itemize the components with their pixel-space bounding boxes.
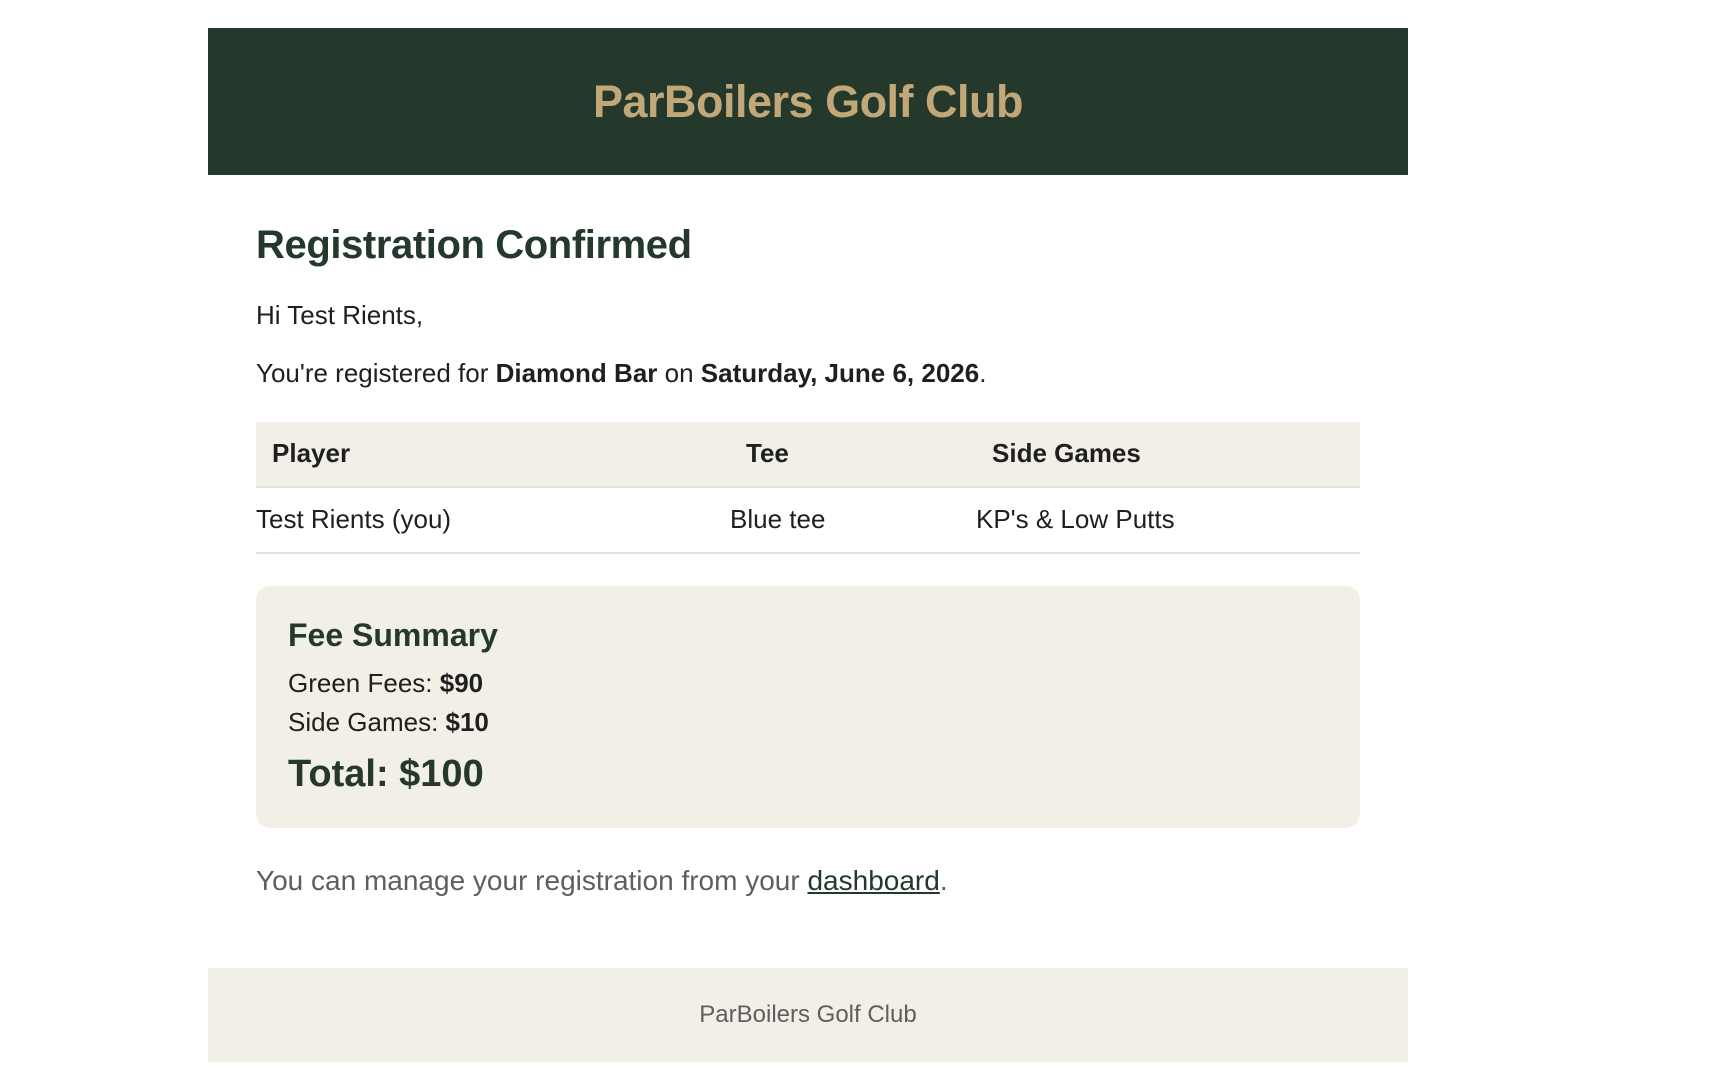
table-header-row xyxy=(256,422,1360,487)
manage-suffix: . xyxy=(939,864,948,896)
manage-registration-text xyxy=(256,863,1360,899)
green-fees-value: $90 xyxy=(439,667,484,698)
column-header-player: Player xyxy=(256,422,730,487)
green-fees-line xyxy=(288,664,1328,703)
cell-tee: Blue tee xyxy=(730,487,976,553)
email-header xyxy=(208,28,1408,175)
course-name: Diamond Bar xyxy=(495,357,658,388)
fee-summary-title: Fee Summary xyxy=(288,616,498,653)
page-title: Registration Confirmed xyxy=(256,223,692,267)
players-table xyxy=(256,422,1360,554)
cell-side-games: KP's & Low Putts xyxy=(976,487,1360,553)
on-word: on xyxy=(657,357,701,388)
email-footer xyxy=(208,968,1408,1062)
side-games-line xyxy=(288,703,1328,742)
email-content xyxy=(208,175,1408,899)
column-header-side-games: Side Games xyxy=(976,422,1360,487)
registration-summary xyxy=(256,357,1360,391)
email-container xyxy=(208,28,1408,1062)
manage-prefix: You can manage your registration from your xyxy=(256,864,808,896)
event-date: Saturday, June 6, 2026 xyxy=(700,357,980,388)
side-games-label: Side Games: xyxy=(288,706,446,737)
period: . xyxy=(979,357,987,388)
club-title: ParBoilers Golf Club xyxy=(592,75,1024,127)
column-header-tee: Tee xyxy=(730,422,976,487)
side-games-value: $10 xyxy=(445,706,489,737)
cell-player: Test Rients (you) xyxy=(256,487,730,553)
green-fees-label: Green Fees: xyxy=(288,667,440,698)
fee-summary-panel xyxy=(256,586,1360,828)
greeting-text: Hi Test Rients, xyxy=(256,300,424,330)
registered-prefix: You're registered for xyxy=(256,357,496,388)
table-row xyxy=(256,487,1360,553)
fee-total: Total: $100 xyxy=(288,752,484,795)
footer-text: ParBoilers Golf Club xyxy=(699,1000,917,1028)
dashboard-link[interactable]: dashboard xyxy=(807,864,940,896)
